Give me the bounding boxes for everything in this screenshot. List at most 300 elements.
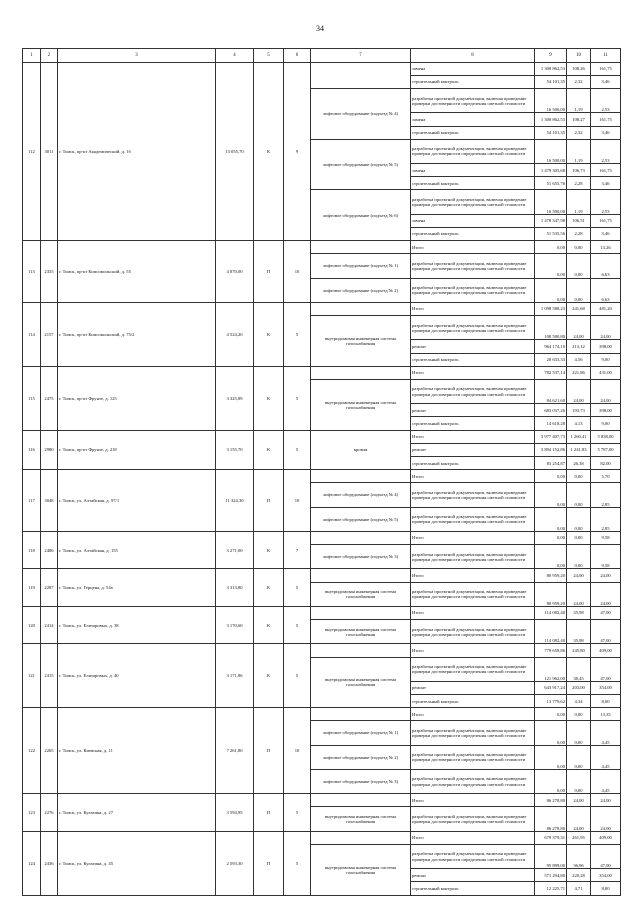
work-type: ремонт: [411, 869, 535, 882]
work-type: строительный контроль: [411, 417, 535, 430]
column-number-4: 4: [216, 49, 254, 63]
work-type: разработка проектной документации, включая проведение проверки достоверности определения сметной стоимости: [411, 844, 535, 868]
max-cost-per-sqm: 161,75: [591, 62, 621, 75]
work-element: лифтовое оборудование (подъезд № 1): [311, 721, 411, 745]
max-cost-per-sqm: 4,45: [591, 721, 621, 745]
max-cost-per-sqm: 354,00: [591, 869, 621, 882]
cost-total: 0,00: [535, 241, 567, 254]
cost-total: 54 101,35: [535, 75, 567, 88]
cost-total: 121 962,00: [535, 657, 567, 681]
work-type: замена: [411, 164, 535, 177]
row-number: 116: [23, 430, 41, 470]
wall-material: К: [254, 366, 284, 430]
house-address: г. Томск, ул. Герцена, д. 54а: [58, 569, 216, 606]
cost-total: 54 101,35: [535, 126, 567, 139]
work-type: Итого: [411, 470, 535, 483]
cost-per-sqm: 0,00: [567, 483, 591, 507]
column-number-7: 7: [311, 49, 411, 63]
house-code: 2406: [41, 531, 58, 568]
cost-per-sqm: 24,00: [567, 316, 591, 340]
max-cost-per-sqm: 13,35: [591, 708, 621, 721]
cost-per-sqm: 261,95: [567, 831, 591, 844]
house-address: г. Томск, ул. Киевская, д. 11: [58, 708, 216, 794]
table-row: [23, 569, 621, 582]
cost-per-sqm: 1 241,83: [567, 443, 591, 456]
wall-material: К: [254, 644, 284, 708]
cost-per-sqm: 4,13: [567, 417, 591, 430]
cost-total: 13 779,62: [535, 695, 567, 708]
work-element: внутридомовая инженерная система газоснабжения: [311, 379, 411, 430]
max-cost-per-sqm: 9,00: [591, 417, 621, 430]
house-address: г. Томск, пр-кт Фрунзе, д. 125: [58, 366, 216, 430]
cost-per-sqm: 0,00: [567, 545, 591, 569]
max-cost-per-sqm: 431,00: [591, 366, 621, 379]
max-cost-per-sqm: 3,46: [591, 227, 621, 240]
cost-per-sqm: 24,00: [567, 379, 591, 403]
house-address: г. Томск, ул. Алтайская, д. 97/1: [58, 470, 216, 532]
floor-count: 7: [284, 531, 311, 568]
cost-per-sqm: 106,51: [567, 214, 591, 227]
cost-total: 643 917,24: [535, 681, 567, 694]
house-area: 3 155,70: [216, 430, 254, 470]
cost-total: 114 082,40: [535, 606, 567, 619]
work-type: разработка проектной документации, включая проведение проверки достоверности определения сметной стоимости: [411, 483, 535, 507]
work-element: лифтовое оборудование (подъезд № 5): [311, 507, 411, 531]
work-type: строительный контроль: [411, 695, 535, 708]
work-type: замена: [411, 214, 535, 227]
work-type: разработка проектной документации, включая проведение проверки достоверности определения сметной стоимости: [411, 507, 535, 531]
table-row: [23, 644, 621, 657]
house-area: 7 261,80: [216, 708, 254, 794]
wall-material: П: [254, 708, 284, 794]
work-type: Итого: [411, 606, 535, 619]
cost-per-sqm: 35,98: [567, 606, 591, 619]
cost-per-sqm: 24,00: [567, 582, 591, 606]
wall-material: П: [254, 831, 284, 895]
floor-count: 10: [284, 708, 311, 794]
cost-per-sqm: 108,27: [567, 113, 591, 126]
work-type: разработка проектной документации, включая проведение проверки достоверности определения сметной стоимости: [411, 721, 535, 745]
max-cost-per-sqm: 2,53: [591, 89, 621, 113]
max-cost-per-sqm: 47,00: [591, 657, 621, 681]
house-address: г. Томск, ул. Кулагина, д. 27: [58, 794, 216, 831]
column-number-1: 1: [23, 49, 41, 63]
row-number: 122: [23, 708, 41, 794]
work-type: строительный контроль: [411, 456, 535, 469]
row-number: 114: [23, 302, 41, 366]
max-cost-per-sqm: 4,45: [591, 769, 621, 793]
row-number: 113: [23, 241, 41, 303]
row-number: 115: [23, 366, 41, 430]
house-area: 11 324,30: [216, 470, 254, 532]
work-type: Итого: [411, 430, 535, 443]
house-code: 2415: [41, 644, 58, 708]
max-cost-per-sqm: 161,75: [591, 113, 621, 126]
cost-total: 0,00: [535, 769, 567, 793]
max-cost-per-sqm: 398,00: [591, 404, 621, 417]
max-cost-per-sqm: 47,00: [591, 620, 621, 644]
cost-per-sqm: 38,45: [567, 657, 591, 681]
cost-per-sqm: 108,26: [567, 62, 591, 75]
max-cost-per-sqm: 5 838,00: [591, 430, 621, 443]
max-cost-per-sqm: 9,00: [591, 353, 621, 366]
cost-total: 964 174,10: [535, 340, 567, 353]
max-cost-per-sqm: 2,85: [591, 507, 621, 531]
work-type: разработка проектной документации, включая проведение проверки достоверности определения сметной стоимости: [411, 657, 535, 681]
max-cost-per-sqm: 6,63: [591, 254, 621, 278]
house-code: 2265: [41, 708, 58, 794]
max-cost-per-sqm: 24,00: [591, 807, 621, 831]
work-type: строительный контроль: [411, 227, 535, 240]
cost-total: 0,00: [535, 531, 567, 544]
max-cost-per-sqm: 398,00: [591, 340, 621, 353]
cost-per-sqm: 4,34: [567, 695, 591, 708]
house-area: 3 325,89: [216, 366, 254, 430]
house-address: г. Томск, пр-кт Комсомольский, д. 75/2: [58, 302, 216, 366]
column-number-2: 2: [41, 49, 58, 63]
cost-total: 1 098 588,23: [535, 302, 567, 315]
table-row: [23, 606, 621, 619]
row-number: 112: [23, 62, 41, 240]
max-cost-per-sqm: 3,46: [591, 126, 621, 139]
work-type: разработка проектной документации, включая проведение проверки достоверности определения сметной стоимости: [411, 316, 535, 340]
work-element: лифтовое оборудование (подъезд № 5): [311, 139, 411, 190]
cost-total: 16 500,00: [535, 139, 567, 163]
cost-total: 0,00: [535, 254, 567, 278]
cost-total: 679 379,31: [535, 831, 567, 844]
max-cost-per-sqm: 13,26: [591, 241, 621, 254]
cost-per-sqm: 0,00: [567, 470, 591, 483]
work-element: [311, 644, 411, 657]
cost-total: 0,00: [535, 278, 567, 302]
floor-count: 5: [284, 366, 311, 430]
work-element: внутридомовая инженерная система газоснабжения: [311, 316, 411, 367]
work-element: [311, 241, 411, 254]
cost-per-sqm: 220,28: [567, 869, 591, 882]
house-address: г. Томск, пр-кт Академический, д. 1б: [58, 62, 216, 240]
max-cost-per-sqm: 409,00: [591, 831, 621, 844]
house-address: г. Томск, ул. Елизаровых, д. 38: [58, 606, 216, 643]
work-type: разработка проектной документации, включая проведение проверки достоверности определения сметной стоимости: [411, 254, 535, 278]
work-element: лифтовое оборудование (подъезд № 3): [311, 769, 411, 793]
cost-per-sqm: 26,38: [567, 456, 591, 469]
house-area: 3 170,60: [216, 606, 254, 643]
column-number-9: 9: [535, 49, 567, 63]
cost-total: 779 658,86: [535, 644, 567, 657]
floor-count: 5: [284, 831, 311, 895]
floor-count: 10: [284, 241, 311, 303]
house-code: 2157: [41, 302, 58, 366]
wall-material: К: [254, 531, 284, 568]
work-type: Итого: [411, 831, 535, 844]
cost-total: 3 894 152,86: [535, 443, 567, 456]
capital-repair-table: [22, 48, 621, 896]
cost-total: 0,00: [535, 745, 567, 769]
house-code: 2436: [41, 831, 58, 895]
table-row: [23, 302, 621, 315]
work-type: ремонт: [411, 340, 535, 353]
work-element: лифтовое оборудование (подъезд № 6): [311, 190, 411, 241]
wall-material: П: [254, 794, 284, 831]
work-element: [311, 62, 411, 88]
cost-per-sqm: 193,73: [567, 404, 591, 417]
floor-count: 5: [284, 302, 311, 366]
row-number: 124: [23, 831, 41, 895]
work-element: [311, 831, 411, 844]
work-type: строительный контроль: [411, 126, 535, 139]
work-type: строительный контроль: [411, 353, 535, 366]
house-code: 2355: [41, 241, 58, 303]
work-element: лифтовое оборудование (подъезд № 4): [311, 483, 411, 507]
cost-total: 1 479 305,68: [535, 164, 567, 177]
house-area: 13 055,70: [216, 62, 254, 240]
cost-total: 0,00: [535, 470, 567, 483]
cost-per-sqm: 1,19: [567, 89, 591, 113]
work-element: лифтовое оборудование (подъезд № 2): [311, 745, 411, 769]
cost-total: 1 300 862,53: [535, 62, 567, 75]
cost-per-sqm: 35,98: [567, 620, 591, 644]
wall-material: К: [254, 62, 284, 240]
house-code: 3048: [41, 470, 58, 532]
cost-per-sqm: 0,00: [567, 241, 591, 254]
work-element: внутридомовая инженерная система газоснабжения: [311, 582, 411, 606]
work-type: разработка проектной документации, включая проведение проверки достоверности определения сметной стоимости: [411, 807, 535, 831]
wall-material: К: [254, 569, 284, 606]
max-cost-per-sqm: 24,00: [591, 316, 621, 340]
work-type: ремонт: [411, 681, 535, 694]
max-cost-per-sqm: 3,46: [591, 177, 621, 190]
work-type: Итого: [411, 569, 535, 582]
cost-per-sqm: 203,00: [567, 681, 591, 694]
work-element: лифтовое оборудование (подъезд № 2): [311, 278, 411, 302]
work-type: ремонт: [411, 443, 535, 456]
cost-per-sqm: 0,00: [567, 507, 591, 531]
max-cost-per-sqm: 161,75: [591, 164, 621, 177]
wall-material: П: [254, 241, 284, 303]
max-cost-per-sqm: 24,00: [591, 582, 621, 606]
house-area: 3 594,95: [216, 794, 254, 831]
work-type: разработка проектной документации, включая проведение проверки достоверности определения сметной стоимости: [411, 139, 535, 163]
floor-count: 10: [284, 470, 311, 532]
cost-total: 95 899,00: [535, 844, 567, 868]
wall-material: К: [254, 606, 284, 643]
work-element: [311, 302, 411, 315]
work-type: строительный контроль: [411, 882, 535, 896]
max-cost-per-sqm: 3,46: [591, 75, 621, 88]
work-type: Итого: [411, 366, 535, 379]
max-cost-per-sqm: 47,00: [591, 844, 621, 868]
cost-total: 571 294,80: [535, 869, 567, 882]
cost-per-sqm: 0,00: [567, 531, 591, 544]
cost-per-sqm: 106,73: [567, 164, 591, 177]
cost-per-sqm: 1 260,41: [567, 430, 591, 443]
max-cost-per-sqm: 9,58: [591, 545, 621, 569]
cost-total: 80 959,20: [535, 582, 567, 606]
row-number: 121: [23, 644, 41, 708]
max-cost-per-sqm: 2,53: [591, 139, 621, 163]
work-type: разработка проектной документации, включая проведение проверки достоверности определения сметной стоимости: [411, 278, 535, 302]
floor-count: 5: [284, 430, 311, 470]
work-type: разработка проектной документации, включая проведение проверки достоверности определения сметной стоимости: [411, 379, 535, 403]
work-element: внутридомовая инженерная система газоснабжения: [311, 620, 411, 644]
max-cost-per-sqm: 82,00: [591, 456, 621, 469]
work-element: [311, 569, 411, 582]
work-type: Итого: [411, 241, 535, 254]
table-row: [23, 531, 621, 544]
work-element: [311, 708, 411, 721]
house-code: 3011: [41, 62, 58, 240]
cost-per-sqm: 1,19: [567, 139, 591, 163]
cost-per-sqm: 24,00: [567, 794, 591, 807]
table-row: [23, 794, 621, 807]
page-number: 34: [316, 24, 324, 33]
cost-per-sqm: 0,00: [567, 769, 591, 793]
cost-total: 108 580,80: [535, 316, 567, 340]
house-code: 2287: [41, 569, 58, 606]
wall-material: К: [254, 430, 284, 470]
work-element: внутридомовая инженерная система газоснабжения: [311, 844, 411, 895]
work-element: [311, 606, 411, 619]
table-row: [23, 366, 621, 379]
floor-count: 5: [284, 644, 311, 708]
cost-total: 782 537,14: [535, 366, 567, 379]
cost-total: 12 225,71: [535, 882, 567, 896]
max-cost-per-sqm: 24,00: [591, 794, 621, 807]
work-type: строительный контроль: [411, 75, 535, 88]
work-type: разработка проектной документации, включая проведение проверки достоверности определения сметной стоимости: [411, 769, 535, 793]
wall-material: К: [254, 302, 284, 366]
cost-per-sqm: 0,00: [567, 745, 591, 769]
house-code: 2475: [41, 366, 58, 430]
cost-total: 20 633,33: [535, 353, 567, 366]
cost-per-sqm: 1,19: [567, 190, 591, 214]
work-type: Итого: [411, 302, 535, 315]
house-address: г. Томск, ул. Кулагина, д. 45: [58, 831, 216, 895]
cost-total: 80 959,20: [535, 569, 567, 582]
house-area: 2 593,30: [216, 831, 254, 895]
work-element: [311, 366, 411, 379]
row-number: 117: [23, 470, 41, 532]
work-element: внутридомовая инженерная система газоснабжения: [311, 657, 411, 708]
cost-total: 114 082,40: [535, 620, 567, 644]
work-element: [311, 794, 411, 807]
table-row: [23, 241, 621, 254]
max-cost-per-sqm: 409,00: [591, 644, 621, 657]
column-number-11: 11: [591, 49, 621, 63]
table-row: [23, 430, 621, 443]
work-type: разработка проектной документации, включая проведение проверки достоверности определения сметной стоимости: [411, 620, 535, 644]
work-type: Итого: [411, 794, 535, 807]
work-type: замена: [411, 62, 535, 75]
max-cost-per-sqm: 8,00: [591, 695, 621, 708]
cost-per-sqm: 241,68: [567, 302, 591, 315]
table-body: [23, 49, 621, 896]
cost-total: 0,00: [535, 507, 567, 531]
max-cost-per-sqm: 24,00: [591, 569, 621, 582]
cost-total: 14 618,28: [535, 417, 567, 430]
cost-total: 16 500,00: [535, 89, 567, 113]
max-cost-per-sqm: 4,45: [591, 745, 621, 769]
cost-per-sqm: 4,71: [567, 882, 591, 896]
cost-total: 1 478 347,98: [535, 214, 567, 227]
house-code: 2414: [41, 606, 58, 643]
cost-per-sqm: 0,00: [567, 254, 591, 278]
work-type: Итого: [411, 708, 535, 721]
max-cost-per-sqm: 9,58: [591, 531, 621, 544]
table-row: [23, 62, 621, 75]
column-number-header-row: [23, 49, 621, 63]
column-number-5: 5: [254, 49, 284, 63]
cost-per-sqm: 0,00: [567, 721, 591, 745]
work-type: Итого: [411, 531, 535, 544]
table-row: [23, 708, 621, 721]
work-element: внутридомовая инженерная система газоснабжения: [311, 807, 411, 831]
house-code: 2980: [41, 430, 58, 470]
floor-count: 5: [284, 606, 311, 643]
max-cost-per-sqm: 5 787,00: [591, 443, 621, 456]
cost-per-sqm: 2,32: [567, 126, 591, 139]
cost-total: 51 535,56: [535, 227, 567, 240]
max-cost-per-sqm: 354,00: [591, 681, 621, 694]
work-type: разработка проектной документации, включая проведение проверки достоверности определения сметной стоимости: [411, 545, 535, 569]
work-element: кровля: [311, 430, 411, 470]
max-cost-per-sqm: 6,63: [591, 278, 621, 302]
cost-total: 0,00: [535, 708, 567, 721]
work-type: замена: [411, 113, 535, 126]
column-number-6: 6: [284, 49, 311, 63]
row-number: 120: [23, 606, 41, 643]
work-element: лифтовое оборудование (подъезд № 4): [311, 89, 411, 140]
house-area: 3 171,86: [216, 644, 254, 708]
cost-total: 51 655,76: [535, 177, 567, 190]
house-area: 3 313,80: [216, 569, 254, 606]
cost-total: 86 278,80: [535, 807, 567, 831]
cost-total: 3 977 407,73: [535, 430, 567, 443]
cost-total: 0,00: [535, 721, 567, 745]
house-code: 2276: [41, 794, 58, 831]
cost-total: 0,00: [535, 545, 567, 569]
max-cost-per-sqm: 24,00: [591, 379, 621, 403]
max-cost-per-sqm: 481,20: [591, 302, 621, 315]
column-number-3: 3: [58, 49, 216, 63]
cost-per-sqm: 213,12: [567, 340, 591, 353]
house-area: 3 271,00: [216, 531, 254, 568]
cost-per-sqm: 0,00: [567, 708, 591, 721]
cost-per-sqm: 24,00: [567, 807, 591, 831]
work-element: лифтовое оборудование (подъезд № 1): [311, 254, 411, 278]
cost-total: 86 278,80: [535, 794, 567, 807]
work-type: разработка проектной документации, включая проведение проверки достоверности определения сметной стоимости: [411, 745, 535, 769]
house-area: 4 870,00: [216, 241, 254, 303]
max-cost-per-sqm: 2,85: [591, 483, 621, 507]
max-cost-per-sqm: 5,70: [591, 470, 621, 483]
cost-per-sqm: 2,28: [567, 227, 591, 240]
work-type: строительный контроль: [411, 177, 535, 190]
column-number-10: 10: [567, 49, 591, 63]
work-type: ремонт: [411, 404, 535, 417]
work-type: разработка проектной документации, включая проведение проверки достоверности определения сметной стоимости: [411, 582, 535, 606]
work-type: разработка проектной документации, включая проведение проверки достоверности определения сметной стоимости: [411, 89, 535, 113]
table-row: [23, 470, 621, 483]
house-address: г. Томск, ул. Елизаровых, д. 40: [58, 644, 216, 708]
row-number: 119: [23, 569, 41, 606]
max-cost-per-sqm: 47,00: [591, 606, 621, 619]
house-address: г. Томск, пр-кт Фрунзе, д. 218: [58, 430, 216, 470]
floor-count: 5: [284, 794, 311, 831]
max-cost-per-sqm: 8,00: [591, 882, 621, 896]
cost-per-sqm: 2,28: [567, 177, 591, 190]
cost-total: 16 500,00: [535, 190, 567, 214]
